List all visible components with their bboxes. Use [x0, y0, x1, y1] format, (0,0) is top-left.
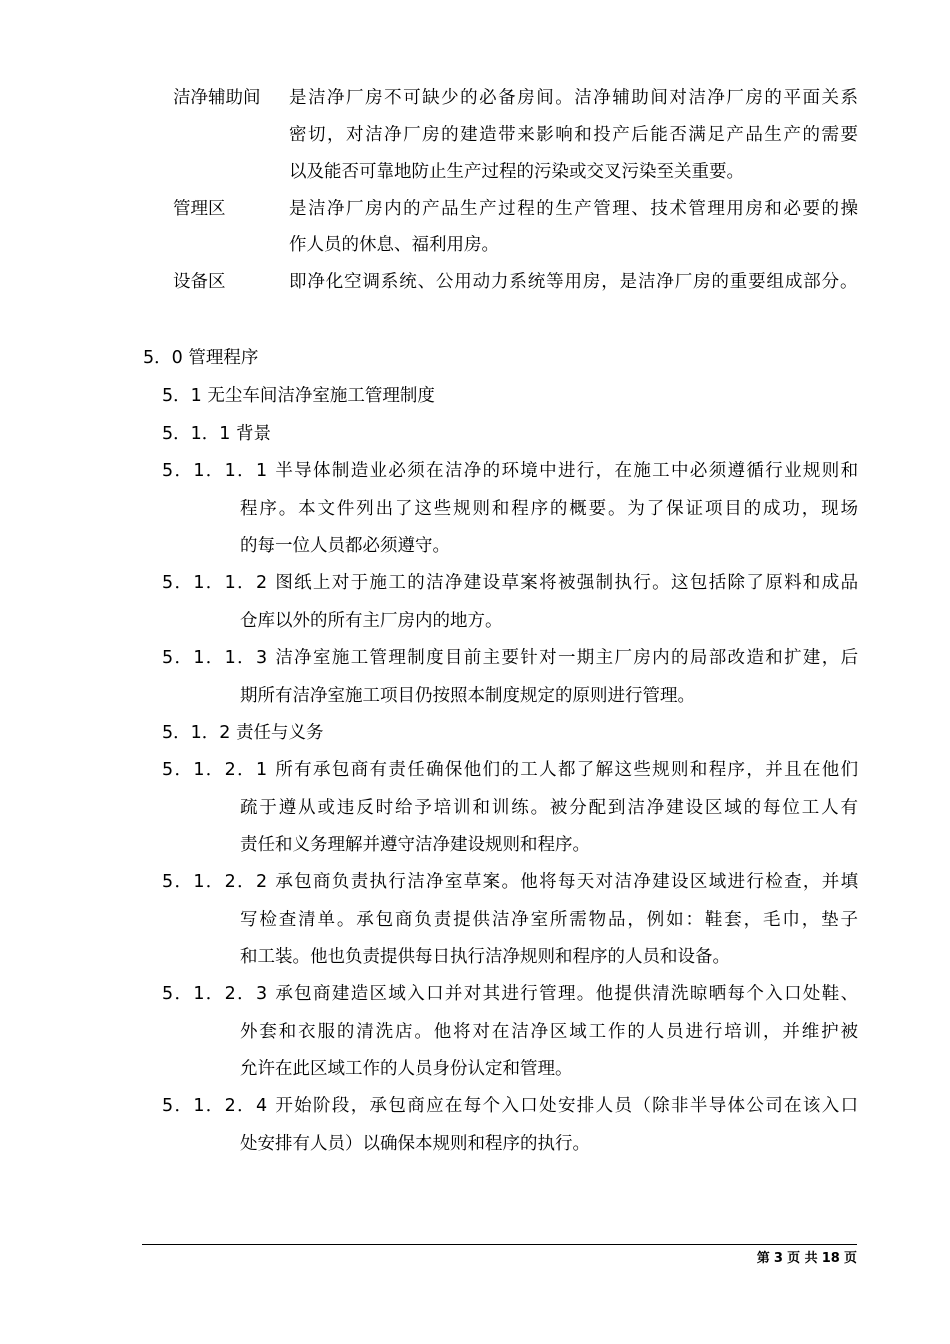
- footer-prefix: 第: [756, 1251, 770, 1266]
- section-heading-line: 5．1 无尘车间洁净室施工管理制度: [162, 386, 435, 406]
- section-heading-line: 5．1．2．3 承包商建造区域入口并对其进行管理。他提供清洗晾晒每个入口处鞋、: [162, 984, 860, 1004]
- section-heading-line: 5．0 管理程序: [143, 348, 259, 368]
- definition-text-line: 作人员的休息、福利用房。: [289, 235, 499, 255]
- section-text-line: 的每一位人员都必须遵守。: [240, 536, 450, 556]
- section-heading-line: 5．1．1．1 半导体制造业必须在洁净的环境中进行，在施工中必须遵循行业规则和: [162, 461, 860, 481]
- section-text-line: 期所有洁净室施工项目仍按照本制度规定的原则进行管理。: [240, 686, 695, 706]
- section-text-line: 外套和衣服的清洗店。他将对在洁净区域工作的人员进行培训，并维护被: [240, 1022, 860, 1042]
- definition-text-line: 以及能否可靠地防止生产过程的污染或交叉污染至关重要。: [289, 162, 744, 182]
- section-text-line: 允许在此区域工作的人员身份认定和管理。: [240, 1059, 573, 1079]
- definition-text-line: 即净化空调系统、公用动力系统等用房，是洁净厂房的重要组成部分。: [289, 272, 859, 292]
- definition-text-line: 密切，对洁净厂房的建造带来影响和投产后能否满足产品生产的需要: [289, 125, 860, 145]
- section-text-line: 程序。本文件列出了这些规则和程序的概要。为了保证项目的成功，现场: [240, 499, 860, 519]
- footer-page-number: 3: [773, 1251, 783, 1266]
- footer-rule: [142, 1244, 857, 1245]
- section-heading-line: 5．1．1．3 洁净室施工管理制度目前主要针对一期主厂房内的局部改造和扩建，后: [162, 648, 860, 668]
- section-text-line: 处安排有人员）以确保本规则和程序的执行。: [240, 1134, 590, 1154]
- section-heading-line: 5．1．2．1 所有承包商有责任确保他们的工人都了解这些规则和程序，并且在他们: [162, 760, 860, 780]
- section-text-line: 仓库以外的所有主厂房内的地方。: [240, 611, 503, 631]
- footer-suffix: 页: [843, 1251, 857, 1266]
- definition-term: 管理区: [173, 199, 226, 219]
- definition-text-line: 是洁净厂房不可缺少的必备房间。洁净辅助间对洁净厂房的平面关系: [289, 88, 860, 108]
- section-heading-line: 5．1．2．2 承包商负责执行洁净室草案。他将每天对洁净建设区域进行检查，并填: [162, 872, 860, 892]
- section-text-line: 责任和义务理解并遵守洁净建设规则和程序。: [240, 835, 590, 855]
- section-text-line: 和工装。他也负责提供每日执行洁净规则和程序的人员和设备。: [240, 947, 730, 967]
- section-heading-line: 5．1．2．4 开始阶段，承包商应在每个入口处安排人员（除非半导体公司在该入口: [162, 1096, 860, 1116]
- section-heading-line: 5．1．1 背景: [162, 424, 271, 444]
- footer-mid: 页 共: [787, 1251, 818, 1266]
- section-heading-line: 5．1．2 责任与义务: [162, 723, 324, 743]
- definition-term: 设备区: [173, 272, 226, 292]
- definition-term: 洁净辅助间: [173, 88, 261, 108]
- section-heading-line: 5．1．1．2 图纸上对于施工的洁净建设草案将被强制执行。这包括除了原料和成品: [162, 573, 860, 593]
- section-text-line: 疏于遵从或违反时给予培训和训练。被分配到洁净建设区域的每位工人有: [240, 798, 860, 818]
- definition-text-line: 是洁净厂房内的产品生产过程的生产管理、技术管理用房和必要的操: [289, 199, 860, 219]
- section-text-line: 写检查清单。承包商负责提供洁净室所需物品，例如：鞋套，毛巾，垫子: [240, 910, 860, 930]
- footer-total-pages: 18: [821, 1251, 840, 1266]
- page-footer: [757, 1251, 857, 1267]
